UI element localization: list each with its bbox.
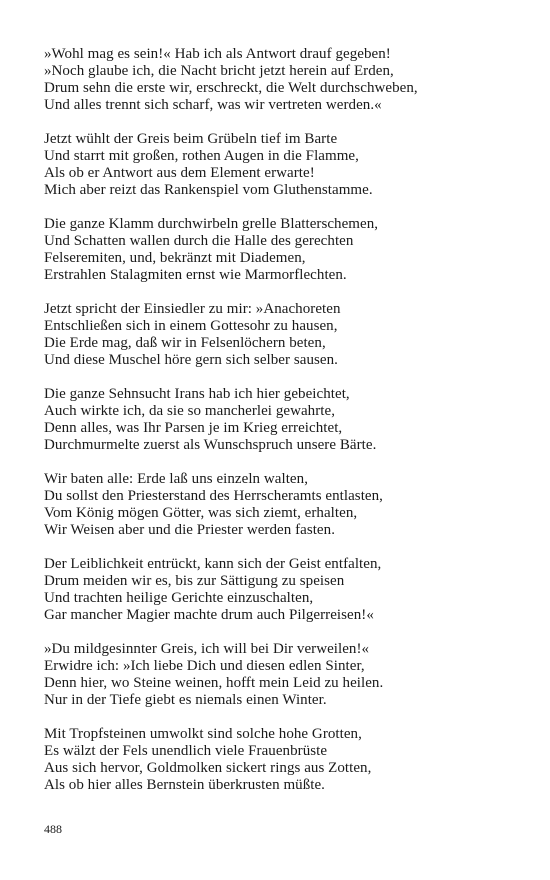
verse-line: Drum sehn die erste wir, erschreckt, die Welt durchschweben, <box>44 80 418 96</box>
stanza-1 <box>44 46 514 114</box>
verse-line: Und trachten heilige Gerichte einzuschalten, <box>44 590 314 606</box>
stanza-8 <box>44 641 514 709</box>
verse-line: Durchmurmelte zuerst als Wunschspruch unsere Bärte. <box>44 437 377 453</box>
verse-line: Entschließen sich in einem Gottesohr zu hausen, <box>44 318 338 334</box>
verse-line: Nur in der Tiefe giebt es niemals einen Winter. <box>44 692 327 708</box>
stanza-3 <box>44 216 514 284</box>
verse-line: Aus sich hervor, Goldmolken sickert rings aus Zotten, <box>44 760 372 776</box>
verse-line: Jetzt wühlt der Greis beim Grübeln tief im Barte <box>44 131 338 147</box>
verse-line: Gar mancher Magier machte drum auch Pilgerreisen!« <box>44 607 374 623</box>
verse-line: Es wälzt der Fels unendlich viele Frauenbrüste <box>44 743 328 759</box>
verse-line: Die Erde mag, daß wir in Felsenlöchern beten, <box>44 335 326 351</box>
verse-line: »Noch glaube ich, die Nacht bricht jetzt herein auf Erden, <box>44 63 394 79</box>
stanza-6 <box>44 471 514 539</box>
poem-text <box>44 46 514 811</box>
stanza-2 <box>44 131 514 199</box>
verse-line: Erstrahlen Stalagmiten ernst wie Marmorflechten. <box>44 267 347 283</box>
verse-line: Auch wirkte ich, da sie so mancherlei gewahrte, <box>44 403 335 419</box>
verse-line: Erwidre ich: »Ich liebe Dich und diesen edlen Sinter, <box>44 658 365 674</box>
verse-line: Und Schatten wallen durch die Halle des gerechten <box>44 233 354 249</box>
page-number: 488 <box>44 822 62 836</box>
verse-line: Als ob er Antwort aus dem Element erwarte! <box>44 165 315 181</box>
verse-line: Wir baten alle: Erde laß uns einzeln walten, <box>44 471 308 487</box>
verse-line: Jetzt spricht der Einsiedler zu mir: »Anachoreten <box>44 301 341 317</box>
verse-line: Felseremiten, und, bekränzt mit Diademen, <box>44 250 306 266</box>
verse-line: Drum meiden wir es, bis zur Sättigung zu speisen <box>44 573 345 589</box>
verse-line: Die ganze Sehnsucht Irans hab ich hier gebeichtet, <box>44 386 350 402</box>
stanza-7 <box>44 556 514 624</box>
verse-line: Mit Tropfsteinen umwolkt sind solche hohe Grotten, <box>44 726 362 742</box>
verse-line: Und alles trennt sich scharf, was wir vertreten werden.« <box>44 97 382 113</box>
verse-line: »Du mildgesinnter Greis, ich will bei Dir verweilen!« <box>44 641 370 657</box>
verse-line: Der Leiblichkeit entrückt, kann sich der Geist entfalten, <box>44 556 382 572</box>
verse-line: Denn alles, was Ihr Parsen je im Krieg erreichtet, <box>44 420 343 436</box>
verse-line: Und diese Muschel höre gern sich selber sausen. <box>44 352 338 368</box>
stanza-4 <box>44 301 514 369</box>
stanza-9 <box>44 726 514 794</box>
verse-line: Vom König mögen Götter, was sich ziemt, erhalten, <box>44 505 358 521</box>
verse-line: Wir Weisen aber und die Priester werden fasten. <box>44 522 335 538</box>
verse-line: Die ganze Klamm durchwirbeln grelle Blatterschemen, <box>44 216 379 232</box>
verse-line: Denn hier, wo Steine weinen, hofft mein Leid zu heilen. <box>44 675 384 691</box>
stanza-5 <box>44 386 514 454</box>
verse-line: Und starrt mit großen, rothen Augen in die Flamme, <box>44 148 359 164</box>
verse-line: Du sollst den Priesterstand des Herrscheramts entlasten, <box>44 488 383 504</box>
verse-line: Mich aber reizt das Rankenspiel vom Gluthenstamme. <box>44 182 373 198</box>
verse-line: »Wohl mag es sein!« Hab ich als Antwort drauf gegeben! <box>44 46 391 62</box>
verse-line: Als ob hier alles Bernstein überkrusten müßte. <box>44 777 325 793</box>
